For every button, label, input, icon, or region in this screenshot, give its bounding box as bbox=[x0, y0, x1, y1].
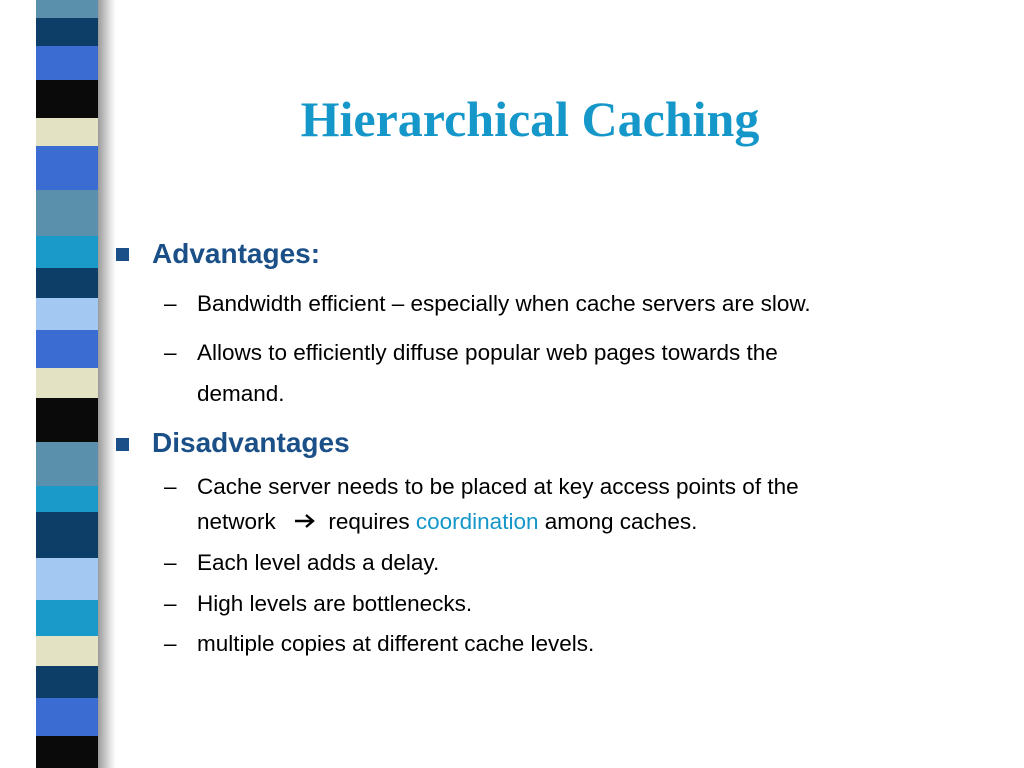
among-caches-text: among caches. bbox=[544, 509, 698, 534]
stripe-segment bbox=[36, 636, 98, 666]
disadvantage-item-continuation bbox=[197, 507, 697, 537]
dash-icon: – bbox=[164, 631, 177, 656]
stripe-segment bbox=[36, 18, 98, 46]
disadvantage-item: Cache server needs to be placed at key access points of the bbox=[197, 474, 799, 499]
disadvantage-item: Each level adds a delay. bbox=[197, 550, 440, 575]
stripe-segment bbox=[36, 46, 98, 80]
right-arrow-icon bbox=[294, 507, 316, 537]
square-bullet-icon bbox=[116, 438, 129, 451]
stripe-segment bbox=[36, 118, 98, 146]
stripe-segment bbox=[36, 698, 98, 736]
advantage-item: Bandwidth efficient – especially when cache servers are slow. bbox=[197, 291, 811, 316]
stripe-segment bbox=[36, 236, 98, 268]
stripe-segment bbox=[36, 398, 98, 442]
stripe-segment bbox=[36, 190, 98, 236]
stripe-segment bbox=[36, 298, 98, 330]
dash-icon: – bbox=[164, 291, 177, 316]
stripe-bar-shadow bbox=[98, 0, 116, 768]
stripe-segment bbox=[36, 368, 98, 398]
stripe-segment bbox=[36, 558, 98, 600]
stripe-segment bbox=[36, 80, 98, 118]
stripe-segment bbox=[36, 600, 98, 636]
advantage-item: Allows to efficiently diffuse popular web pages towards the bbox=[197, 340, 778, 365]
network-text: network bbox=[197, 509, 276, 534]
stripe-segment bbox=[36, 736, 98, 768]
disadvantage-item: High levels are bottlenecks. bbox=[197, 591, 473, 616]
stripe-segment bbox=[36, 0, 98, 18]
disadvantages-heading: Disadvantages bbox=[152, 427, 350, 458]
advantage-item-continuation: demand. bbox=[197, 381, 285, 406]
stripe-segment bbox=[36, 330, 98, 368]
square-bullet-icon bbox=[116, 248, 129, 261]
stripe-segment bbox=[36, 442, 98, 486]
dash-icon: – bbox=[164, 591, 177, 616]
stripe-segment bbox=[36, 512, 98, 558]
requires-text: requires bbox=[328, 509, 410, 534]
stripe-segment bbox=[36, 486, 98, 512]
dash-icon: – bbox=[164, 474, 177, 499]
coordination-highlight: coordination bbox=[415, 509, 539, 534]
disadvantage-item: multiple copies at different cache levels. bbox=[197, 631, 595, 656]
stripe-segment bbox=[36, 666, 98, 698]
stripe-segment bbox=[36, 146, 98, 190]
slide-title: Hierarchical Caching bbox=[300, 91, 760, 147]
decorative-stripe-bar bbox=[36, 0, 98, 768]
dash-icon: – bbox=[164, 550, 177, 575]
advantages-heading: Advantages: bbox=[152, 238, 321, 269]
stripe-segment bbox=[36, 268, 98, 298]
dash-icon: – bbox=[164, 340, 177, 365]
